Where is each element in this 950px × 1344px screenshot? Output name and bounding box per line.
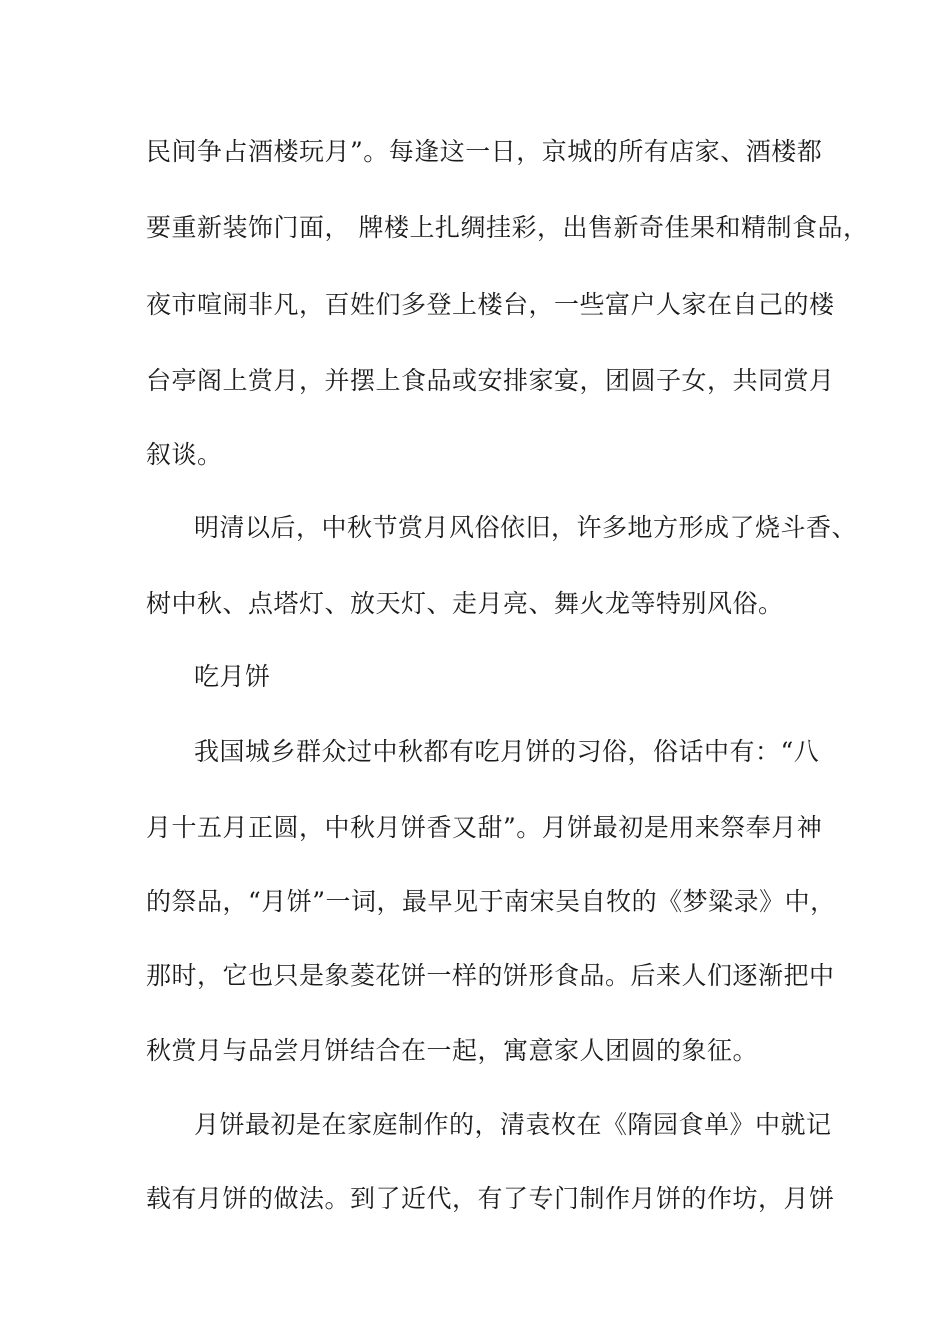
text-line: 夜市喧闹非凡，百姓们多登上楼台，一些富户人家在自己的楼 [146,290,835,319]
paragraph-first-line: 我国城乡群众过中秋都有吃月饼的习俗，俗话中有：“八 [194,737,820,766]
text-line: 那时，它也只是象菱花饼一样的饼形食品。后来人们逐渐把中 [146,961,835,990]
text-line: 台亭阁上赏月，并摆上食品或安排家宴，团圆子女，共同赏月 [146,366,835,395]
text-line: 载有月饼的做法。到了近代，有了专门制作月饼的作坊，月饼 [146,1184,835,1213]
text-line: 要重新装饰门面， 牌楼上扎绸挂彩，出售新奇佳果和精制食品， [146,213,869,242]
text-line: 树中秋、点塔灯、放天灯、走月亮、舞火龙等特别风俗。 [146,589,784,618]
paragraph-first-line: 月饼最初是在家庭制作的，清袁枚在《隋园食单》中就记 [194,1110,832,1139]
text-line: 民间争占酒楼玩月”。每逢这一日，京城的所有店家、酒楼都 [146,137,823,166]
text-line: 秋赏月与品尝月饼结合在一起，寓意家人团圆的象征。 [146,1036,759,1065]
text-line: 叙谈。 [146,440,223,469]
paragraph-first-line: 明清以后，中秋节赏月风俗依旧，许多地方形成了烧斗香、 [194,513,858,542]
text-line: 的祭品，“月饼”一词，最早见于南宋吴自牧的《梦粱录》中， [146,887,836,916]
text-line: 月十五月正圆，中秋月饼香又甜”。月饼最初是用来祭奉月神 [146,813,823,842]
section-heading: 吃月饼 [194,662,271,691]
